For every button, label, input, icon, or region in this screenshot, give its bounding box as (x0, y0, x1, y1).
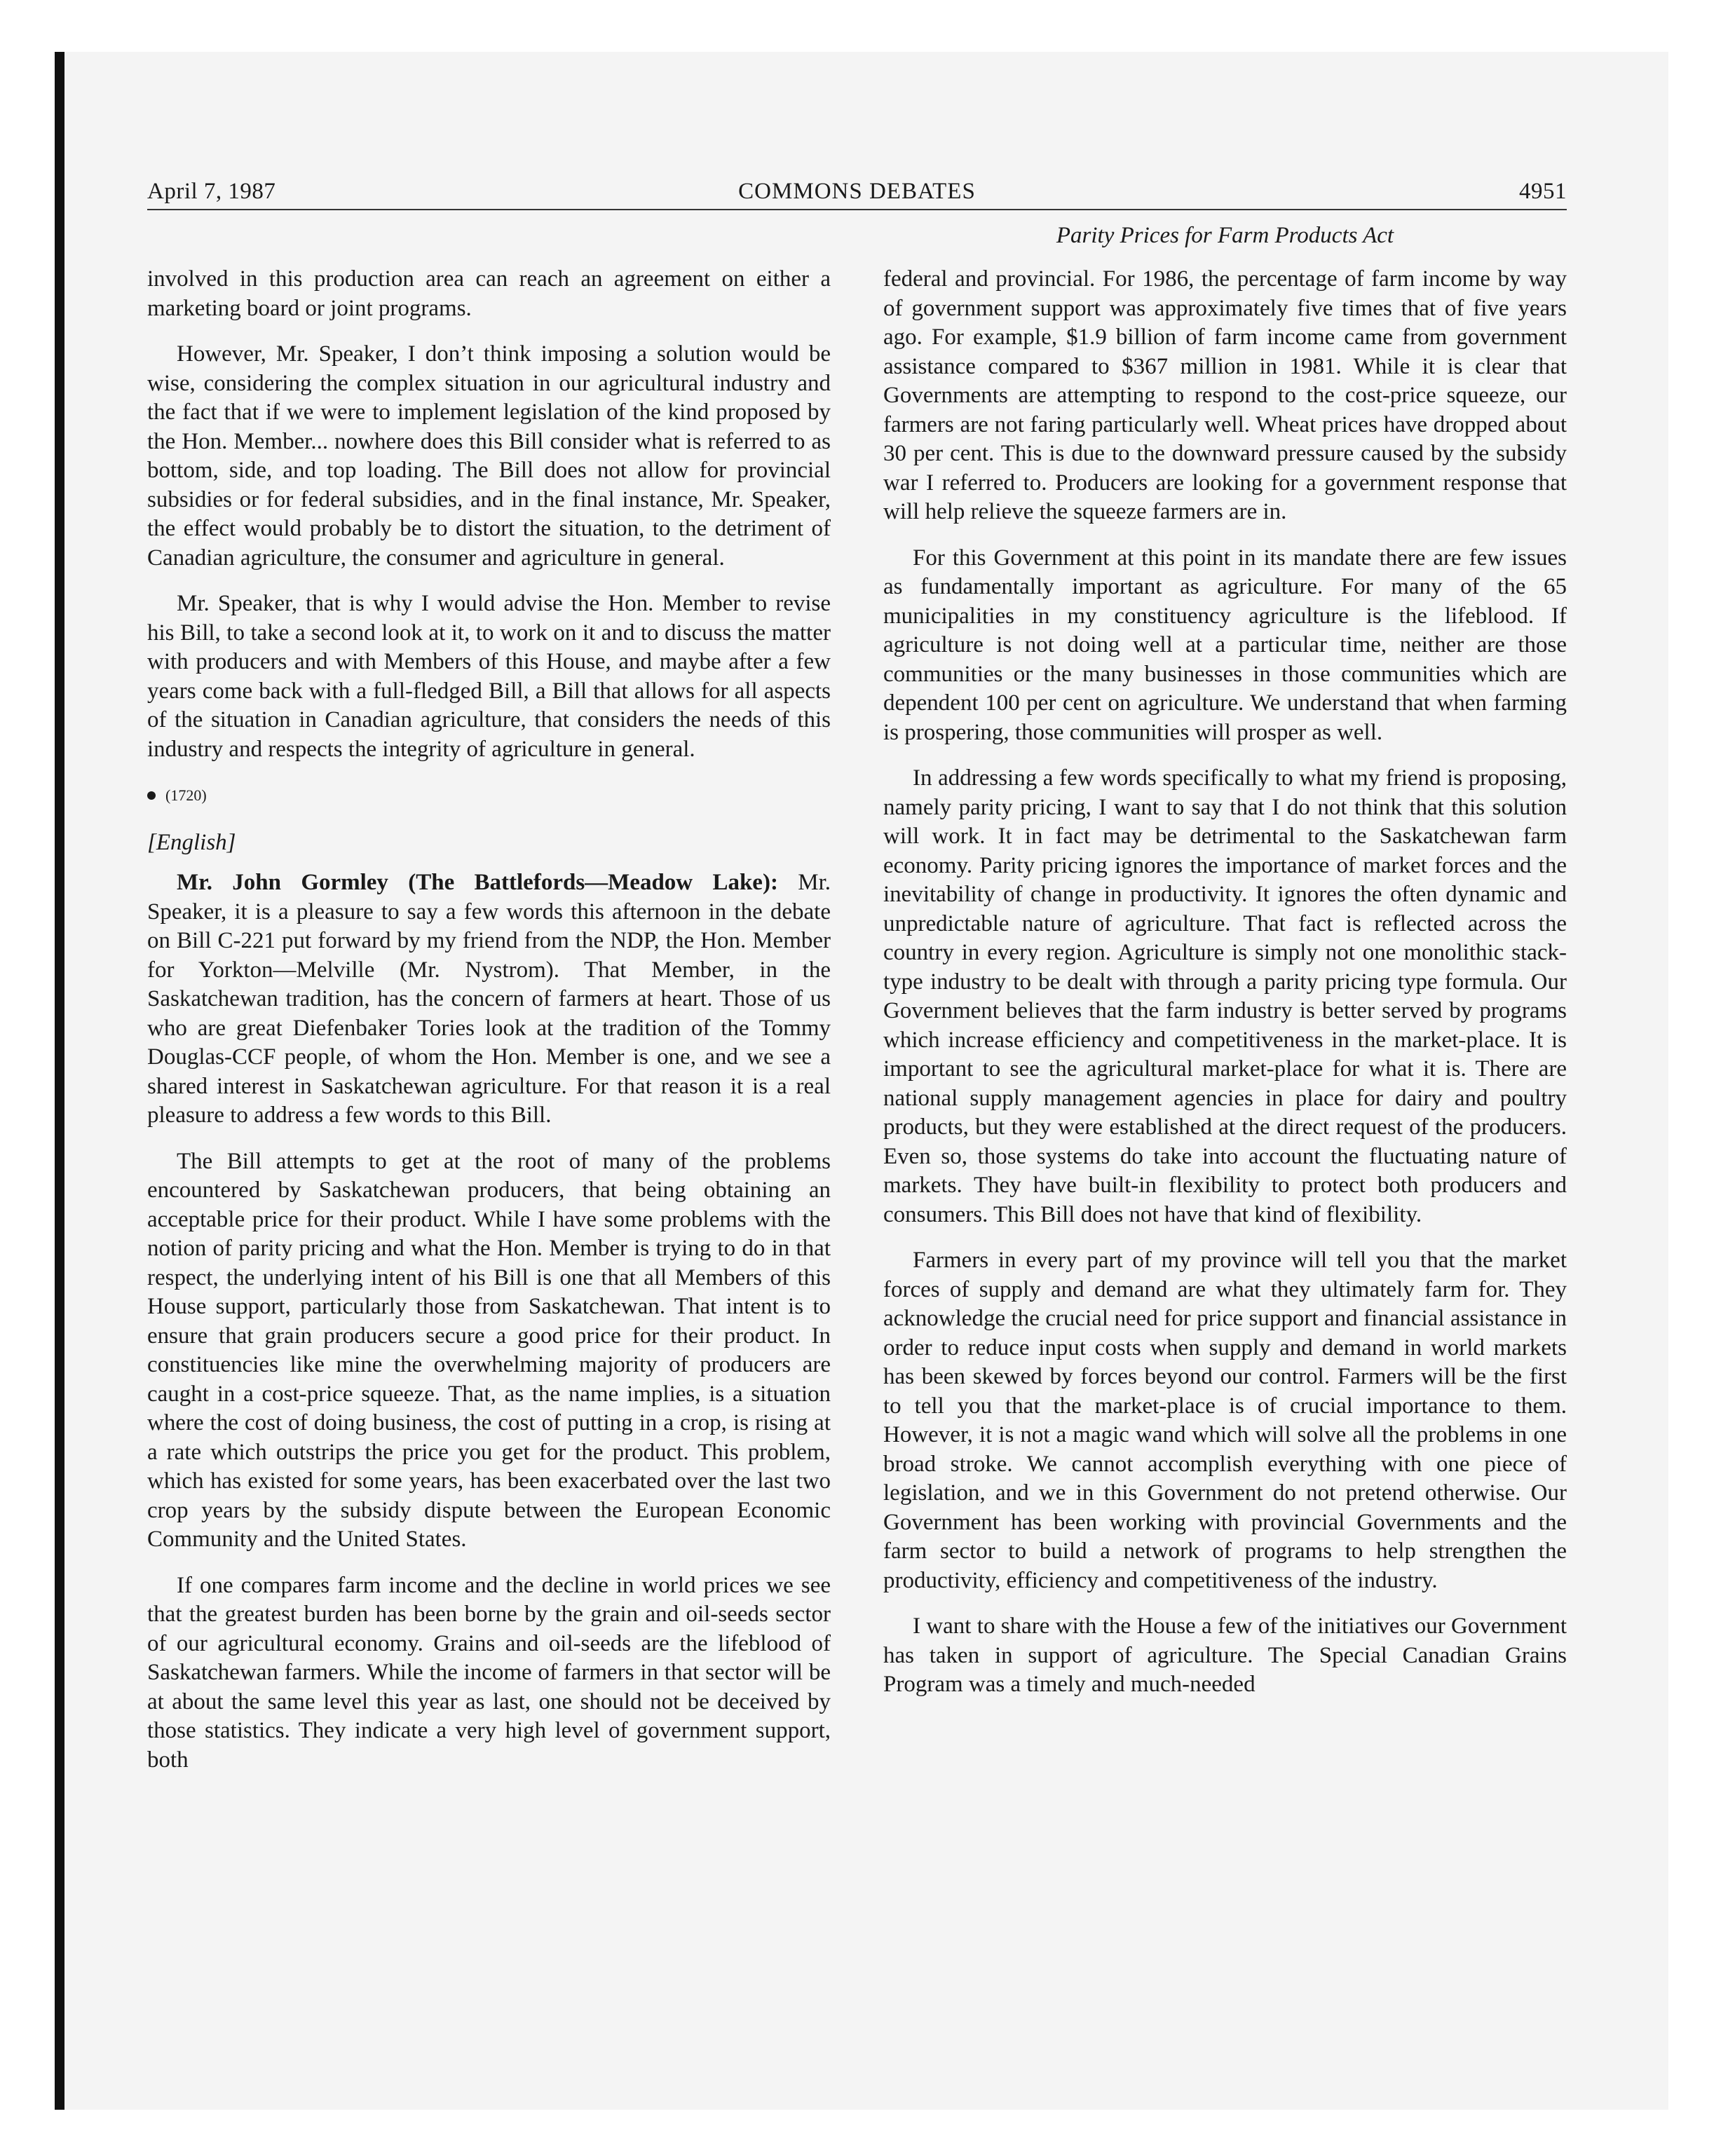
left-paragraph-5: The Bill attempts to get at the root of many of the problems encountered by Saskatchewan producers, that being obtaining an acceptable price for their product. While I have some problems with the notion of parity pricing and what the Hon. Member is trying to do in that respect, the underlying intent of his Bill is one that all Members of this House support, particularly those from Saskatchewan. That intent is to ensure that grain producers secure a good price for their product. In constituencies like mine the overwhelming majority of producers are caught in a cost-price squeeze. That, as the name implies, is a situation where the cost of doing business, the cost of putting in a crop, is rising at a rate which outstrips the price you get for the product. This problem, which has existed for some years, has been exacerbated over the last two crop years by the subsidy dispute between the European Economic Community and the United States. (147, 1148, 831, 1552)
page-header (147, 168, 1567, 210)
left-paragraph-4 (147, 868, 831, 1131)
left-paragraph-3: Mr. Speaker, that is why I would advise the Hon. Member to revise his Bill, to take a second look at it, to work on it and to discuss the matter with producers and with Members of this House, and maybe after a few years come back with a full-fledged Bill, a Bill that allows for all aspects of the situation in Canadian agriculture, that considers the needs of this industry and respects the integrity of agriculture in general. (147, 591, 831, 762)
bullet-dot-icon (147, 791, 156, 800)
speaker-name: Mr. John Gormley (The Battlefords—Meadow Lake): (177, 870, 778, 895)
right-paragraph-1: federal and provincial. For 1986, the percentage of farm income by way of government support was approximately five times that of five years ago. For example, $1.9 billion of farm income came from government assistance compared to $367 million in 1981. While it is clear that Governments are attempting to respond to the cost-price squeeze, our farmers are not faring particularly well. Wheat prices have dropped about 30 per cent. This is due to the downward pressure caused by the subsidy war I referred to. Producers are looking for a government response that will help relieve the squeeze farmers are in. (883, 266, 1567, 524)
left-paragraph-1: involved in this production area can reach an agreement on either a marketing board or joint programs. (147, 266, 831, 321)
left-paragraph-6: If one compares farm income and the decline in world prices we see that the greatest burden has been borne by the grain and oil-seeds sector of our agricultural economy. Grains and oil-seeds are the lifeblood of Saskatchewan farmers. While the income of farmers in that sector will be at about the same level this year as last, one should not be deceived by those statistics. They indicate a very high level of government support, both (147, 1572, 831, 1773)
right-paragraph-5: I want to share with the House a few of the initiatives our Government has taken in support of agriculture. The Special Canadian Grains Program was a timely and much-needed (883, 1613, 1567, 1697)
speaker-text: Mr. Speaker, it is a pleasure to say a few words this afternoon in the debate on Bill C-221 put forward by my friend from the NDP, the Hon. Member for Yorkton—Melville (Mr. Nystrom). That Member, in the Saskatchewan tradition, has the concern of farmers at heart. Those of us who are great Diefenbaker Tories look at the tradition of the Tommy Douglas-CCF people, of whom the Hon. Member is one, and we see a shared interest in Saskatchewan agriculture. For that reason it is a real pleasure to address a few words to this Bill. (147, 870, 831, 1128)
running-title: Parity Prices for Farm Products Act (1056, 223, 1394, 248)
header-journal-title: COMMONS DEBATES (738, 179, 976, 204)
scan-edge-bar (55, 52, 64, 2110)
left-column (147, 265, 831, 1792)
language-marker: [English] (147, 829, 236, 855)
header-date: April 7, 1987 (147, 179, 276, 204)
left-paragraph-2: However, Mr. Speaker, I don’t think imposing a solution would be wise, considering the complex situation in our agricultural industry and the fact that if we were to implement legislation of the kind proposed by the Hon. Member... nowhere does this Bill consider what is referred to as bottom, side, and top loading. The Bill does not allow for provincial subsidies or for federal subsidies, and in the final instance, Mr. Speaker, the effect would probably be to distort the situation, to the detriment of Canadian agriculture, the consumer and agriculture in general. (147, 341, 831, 571)
right-paragraph-2: For this Government at this point in its mandate there are few issues as fundamentally important as agriculture. For many of the 65 municipalities in my constituency agriculture is the lifeblood. If agriculture is not doing well at a particular time, neither are those communities or the many businesses in those communities which are dependent 100 per cent on agriculture. We understand that when farming is prospering, those communities will prosper as well. (883, 545, 1567, 745)
right-paragraph-3: In addressing a few words specifically to what my friend is proposing, namely parity pricing, I want to say that I do not think that this solution will work. It in fact may be detrimental to the Saskatchewan farm economy. Parity pricing ignores the importance of market forces and the inevitability of change in productivity. It ignores the often dynamic and unpredictable nature of agriculture. That fact is reflected across the country in every region. Agriculture is simply not one monolithic stack-type industry to be dealt with through a parity pricing type formula. Our Government believes that the farm industry is better served by programs which increase efficiency and competitiveness in the market-place. It is important to see the agricultural market-place for what it is. There are national supply management agencies in place for dairy and poultry products, but they were established at the direct request of the producers. Even so, those systems do take into account the fluctuating nature of markets. They have built-in flexibility to protect both producers and consumers. This Bill does not have that kind of flexibility. (883, 765, 1567, 1227)
timestamp-text: (1720) (165, 786, 207, 804)
right-column (883, 265, 1567, 1717)
right-paragraph-4: Farmers in every part of my province will tell you that the market forces of supply and demand are what they ultimately farm for. They acknowledge the crucial need for price support and financial assistance in order to reduce input costs when supply and demand in world markets has been skewed by forces beyond our control. Farmers will be the first to tell you that the market-place is of crucial importance to them. However, it is not a magic wand which will solve all the problems in one broad stroke. We cannot accomplish everything with one piece of legislation, and we in this Government do not pretend otherwise. Our Government has been working with provincial Governments and the farm sector to build a network of programs to help strengthen the productivity, efficiency and competitiveness of the industry. (883, 1248, 1567, 1593)
timestamp-marker (147, 781, 831, 810)
header-page-number: 4951 (1519, 179, 1567, 204)
